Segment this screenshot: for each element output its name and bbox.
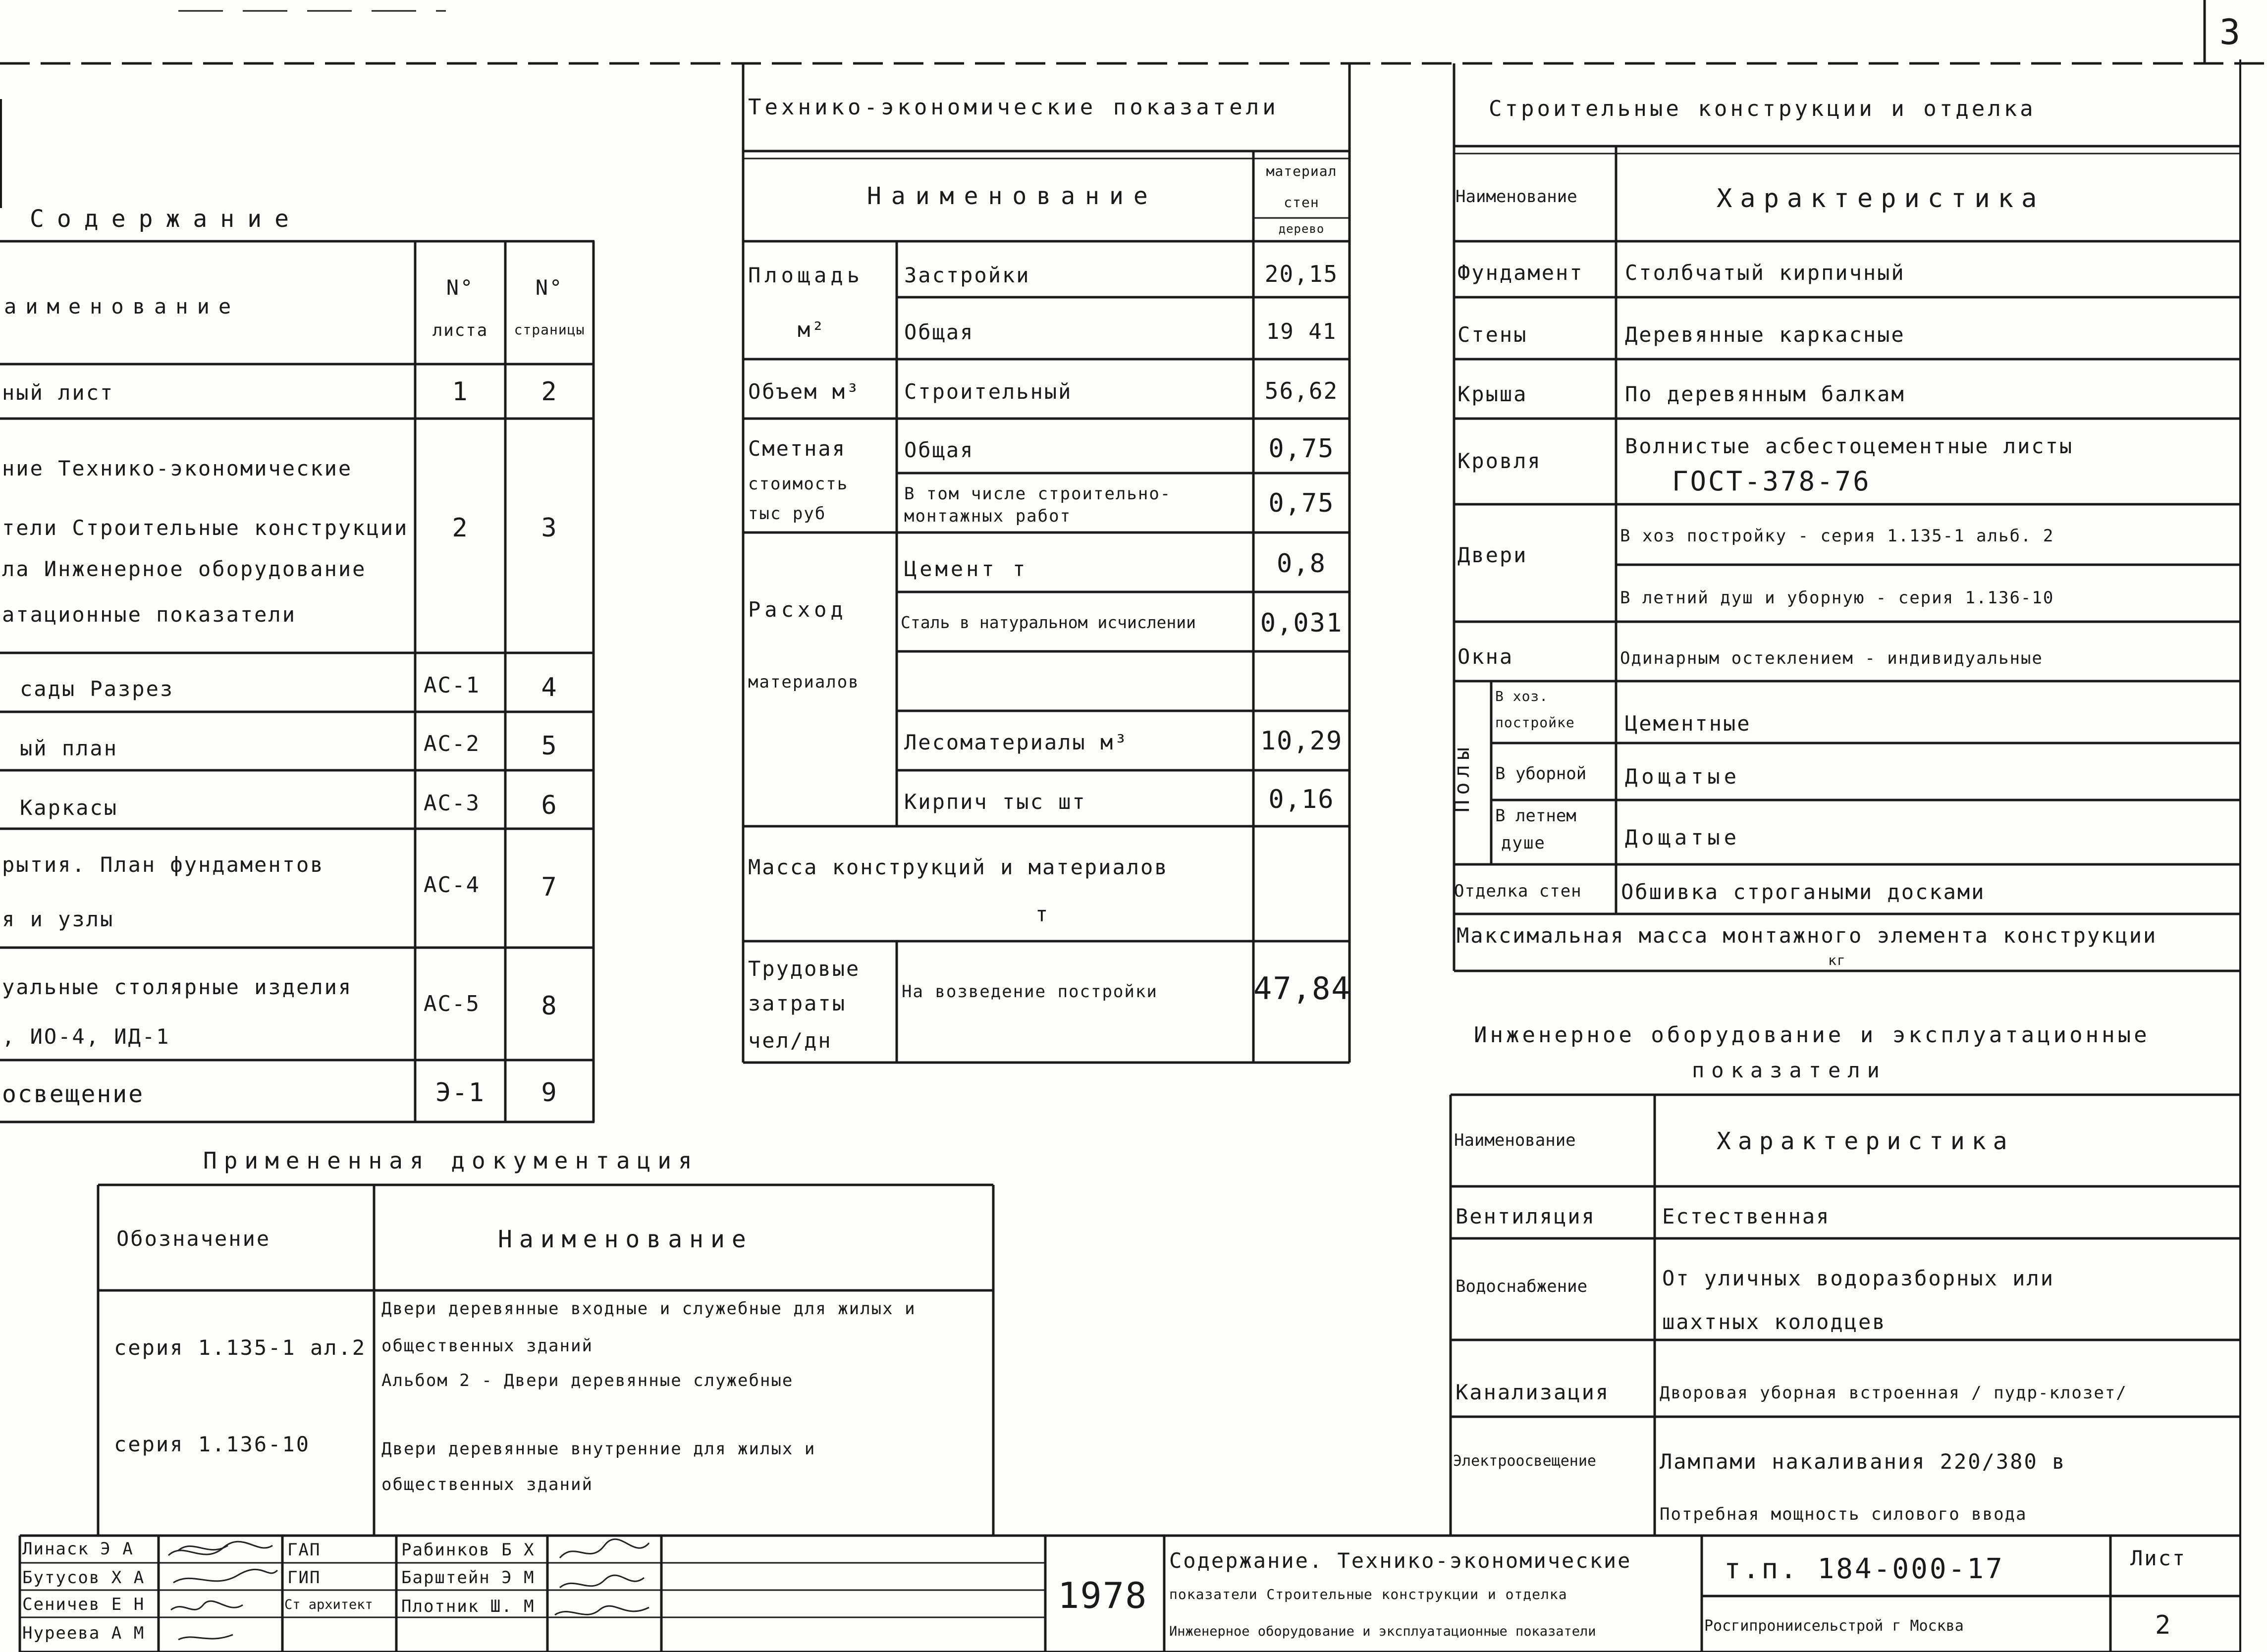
contents-row-1-page: 2 — [541, 377, 558, 407]
stamp-role-2: ГИП — [287, 1568, 321, 1588]
constr-floor-3-name-1: В летнем — [1495, 806, 1576, 826]
stamp-person-left-4: Нуреева А М — [22, 1623, 145, 1643]
tep-area-built-value: 20,15 — [1264, 261, 1339, 287]
tep-labor-label-1: Трудовые — [748, 957, 861, 981]
contents-col-page-2: страницы — [514, 321, 585, 338]
constr-row-3-name: Крыша — [1457, 382, 1528, 406]
stamp-person-right-2: Барштейн Э М — [401, 1568, 535, 1588]
contents-row-8-sheet: Э-1 — [435, 1078, 485, 1108]
constr-row-6-value: Одинарным остеклением - индивидуальные — [1620, 648, 2043, 668]
contents-row-6-page: 7 — [541, 872, 558, 902]
constr-finish-name: Отделка стен — [1454, 881, 1582, 901]
stamp-description-3: Инженерное оборудование и эксплуатационные показатели — [1169, 1624, 1596, 1639]
constr-floors-label: Полы — [1450, 742, 1474, 812]
signatures-right-image — [550, 1536, 661, 1652]
constr-row-4-name: Кровля — [1457, 449, 1542, 473]
contents-row-5-page: 6 — [541, 791, 558, 820]
contents-row-6-sheet: АС-4 — [424, 872, 480, 898]
contents-row-2-line-4: атационные показатели — [2, 602, 297, 627]
tep-area-total-label: Общая — [904, 320, 974, 344]
eng-row-1-line-1: Естественная — [1662, 1204, 1831, 1228]
contents-row-1-name: ный лист — [2, 380, 114, 405]
engineering-title-1: Инженерное оборудование и эксплуатационные — [1474, 1022, 2150, 1048]
constr-floor-1-name-2: постройке — [1495, 714, 1575, 731]
contents-row-3-name: сады Разрез — [20, 677, 174, 701]
docs-row-2-line-1: Двери деревянные внутренние для жилых и — [381, 1439, 816, 1459]
engineering-col-name: Наименование — [1454, 1130, 1576, 1150]
stamp-project-code: т.п. 184-000-17 — [1724, 1553, 2004, 1585]
contents-row-7-line-1: уальные столярные изделия — [2, 975, 353, 999]
constr-floor-3-name-2: душе — [1501, 833, 1546, 853]
tep-labor-label-2: затраты — [748, 991, 847, 1015]
tep-cost-label-3: тыс руб — [748, 504, 826, 524]
tep-brick-label: Кирпич тыс шт — [904, 790, 1086, 814]
contents-col-sheet-2: листа — [432, 320, 488, 340]
constr-finish-value: Обшивка строгаными досками — [1621, 880, 1986, 904]
constr-row-3-value: По деревянным балкам — [1625, 382, 1905, 406]
tep-labor-value: 47,84 — [1253, 970, 1351, 1007]
contents-col-name: аименование — [4, 294, 240, 319]
tep-cost-build-label-2: монтажных работ — [904, 506, 1072, 526]
contents-row-5-name: Каркасы — [20, 796, 118, 820]
stamp-person-left-2: Бутусов Х А — [22, 1568, 145, 1588]
contents-col-page-1: N° — [535, 275, 564, 300]
constr-row-4-value: Волнистые асбестоцементные листы — [1625, 434, 2074, 458]
contents-row-5-sheet: АС-3 — [424, 791, 480, 816]
contents-row-3-page: 4 — [541, 673, 558, 702]
constr-floor-2-name-1: В уборной — [1495, 764, 1587, 784]
contents-row-3-sheet: АС-1 — [424, 673, 480, 698]
stamp-person-left-3: Сеничев Е Н — [22, 1595, 145, 1614]
tep-wood-value: 10,29 — [1260, 726, 1343, 756]
tep-steel-label: Сталь в натуральном исчислении — [901, 613, 1196, 632]
contents-row-4-sheet: АС-2 — [424, 731, 480, 756]
tep-title: Технико-экономические показатели — [748, 95, 1279, 120]
sheet-corner-number: 3 — [2219, 12, 2242, 53]
contents-row-2-line-1: ние Технико-экономические — [2, 456, 353, 480]
tep-mass-unit: т — [1035, 902, 1050, 926]
tep-cost-label-1: Сметная — [748, 436, 847, 461]
constr-row-4-value-2: ГОСТ-378-76 — [1672, 466, 1871, 497]
docs-col-name: Наименование — [498, 1226, 753, 1253]
eng-row-4-name: Электроосвещение — [1453, 1452, 1596, 1470]
contents-row-2-line-2: тели Строительные конструкции — [2, 516, 409, 540]
contents-row-6-line-2: я и узлы — [2, 907, 114, 931]
eng-row-2-line-1: От уличных водоразборных или — [1662, 1266, 2055, 1290]
docs-title: Примененная документация — [203, 1147, 699, 1174]
stamp-description-1: Содержание. Технико-экономические — [1169, 1548, 1632, 1573]
tep-volume-sub: Строительный — [904, 379, 1073, 404]
tep-cost-label-2: стоимость — [748, 474, 849, 494]
tep-area-unit: м² — [798, 318, 826, 342]
tep-col-material-2: стен — [1284, 194, 1319, 211]
constr-floor-2-value: Дощатые — [1625, 764, 1741, 789]
contents-row-2-sheet: 2 — [452, 513, 469, 543]
eng-row-4-line-2: Потребная мощность силового ввода — [1660, 1504, 2027, 1524]
docs-row-2-line-2: общественных зданий — [381, 1475, 593, 1494]
tep-cost-total-label: Общая — [904, 438, 974, 462]
contents-title: Содержание — [30, 205, 302, 233]
stamp-role-1: ГАП — [287, 1540, 321, 1560]
stamp-sheet-label: Лист — [2130, 1546, 2187, 1570]
tep-mat-label-1: Расход — [748, 597, 847, 622]
docs-row-2-code: серия 1.136-10 — [114, 1432, 311, 1456]
constructions-col-char: Характеристика — [1717, 184, 2045, 213]
stamp-person-right-3: Плотник Ш. М — [401, 1597, 535, 1616]
eng-row-2-name: Водоснабжение — [1456, 1277, 1588, 1296]
constructions-title: Строительные конструкции и отделка — [1489, 96, 2036, 121]
contents-row-7-line-2: , ИО-4, ИД-1 — [2, 1024, 170, 1049]
constructions-col-name: Наименование — [1456, 187, 1577, 207]
tep-mass-label: Масса конструкций и материалов — [748, 855, 1169, 879]
tep-area-built-label: Застройки — [904, 263, 1030, 287]
tep-area-total-value: 19 41 — [1266, 319, 1337, 344]
stamp-person-left-1: Линаск Э А — [22, 1539, 134, 1559]
stamp-description-2: показатели Строительные конструкции и отделка — [1169, 1586, 1567, 1602]
tep-volume-label: Объем м³ — [748, 379, 861, 404]
constr-floor-1-value: Цементные — [1625, 711, 1751, 736]
engineering-col-char: Характеристика — [1717, 1127, 2014, 1155]
constr-row-5-value-2: В летний душ и уборную - серия 1.136-10 — [1620, 588, 2054, 608]
tep-mat-label-2: материалов — [748, 672, 860, 692]
constr-max-mass: Максимальная масса монтажного элемента конструкции — [1457, 923, 2158, 948]
contents-row-4-name: ый план — [20, 736, 118, 760]
eng-row-1-name: Вентиляция — [1456, 1204, 1596, 1228]
constr-floor-1-name-1: В хоз. — [1495, 688, 1549, 704]
stamp-sheet-number: 2 — [2155, 1610, 2172, 1640]
constr-row-5-name: Двери — [1457, 543, 1528, 567]
eng-row-4-line-1: Лампами накаливания 220/380 в — [1660, 1449, 2066, 1474]
contents-row-2-page: 3 — [541, 513, 558, 543]
contents-row-7-page: 8 — [541, 991, 558, 1021]
tep-labor-sub: На возведение постройки — [902, 982, 1158, 1002]
tep-cement-label: Цемент т — [904, 557, 1028, 581]
engineering-title-2: показатели — [1692, 1058, 1887, 1082]
contents-row-8-page: 9 — [541, 1078, 558, 1108]
docs-col-code: Обозначение — [116, 1226, 271, 1251]
stamp-role-3: Ст архитект — [284, 1597, 373, 1612]
tep-area-label: Площадь — [748, 263, 864, 287]
contents-row-7-sheet: АС-5 — [424, 991, 480, 1016]
contents-row-4-page: 5 — [541, 731, 558, 761]
tep-col-material-3: дерево — [1278, 222, 1325, 236]
tep-wood-label: Лесоматериалы м³ — [904, 730, 1129, 754]
tep-labor-label-3: чел/дн — [748, 1028, 832, 1053]
tep-cost-build-label-1: В том числе строительно- — [904, 484, 1172, 504]
constr-floor-3-value: Дощатые — [1625, 825, 1741, 850]
contents-row-6-line-1: рытия. План фундаментов — [2, 853, 324, 877]
contents-col-sheet-1: N° — [446, 275, 475, 300]
constr-max-mass-unit: кг — [1828, 952, 1846, 968]
docs-row-1-line-3: Альбом 2 - Двери деревянные служебные — [381, 1371, 794, 1390]
signatures-left-image — [163, 1536, 282, 1652]
constr-row-5-value: В хоз постройку - серия 1.135-1 альб. 2 — [1620, 526, 2054, 546]
docs-row-1-code: серия 1.135-1 ал.2 — [114, 1335, 367, 1360]
tep-cost-total-value: 0,75 — [1268, 434, 1335, 464]
stamp-organization: Росгипрониисельстрой г Москва — [1704, 1617, 1964, 1635]
tep-steel-value: 0,031 — [1260, 608, 1343, 638]
stamp-person-right-1: Рабинков Б Х — [401, 1540, 535, 1560]
tep-cement-value: 0,8 — [1277, 549, 1326, 579]
stamp-year: 1978 — [1058, 1575, 1148, 1616]
tep-volume-value: 56,62 — [1264, 377, 1339, 404]
eng-row-3-name: Канализация — [1456, 1380, 1610, 1404]
constr-row-6-name: Окна — [1457, 644, 1514, 669]
constr-row-2-name: Стены — [1457, 322, 1528, 347]
contents-row-8-name: освещение — [2, 1080, 145, 1108]
constr-row-2-value: Деревянные каркасные — [1625, 322, 1905, 347]
docs-row-1-line-2: общественных зданий — [381, 1336, 593, 1356]
contents-row-1-sheet: 1 — [452, 377, 469, 407]
constr-row-1-name: Фундамент — [1457, 261, 1584, 285]
tep-col-material-1: материал — [1266, 163, 1337, 179]
contents-row-2-line-3: ла Инженерное оборудование — [2, 557, 367, 581]
eng-row-2-line-2: шахтных колодцев — [1662, 1310, 1887, 1334]
eng-row-3-line-1: Дворовая уборная встроенная / пудр-клозет/ — [1660, 1383, 2127, 1403]
constr-row-1-value: Столбчатый кирпичный — [1625, 261, 1905, 285]
docs-row-1-line-1: Двери деревянные входные и служебные для жилых и — [381, 1299, 916, 1319]
tep-col-name: Наименование — [867, 182, 1158, 210]
tep-cost-build-value: 0,75 — [1268, 488, 1335, 518]
tep-brick-value: 0,16 — [1268, 785, 1335, 814]
